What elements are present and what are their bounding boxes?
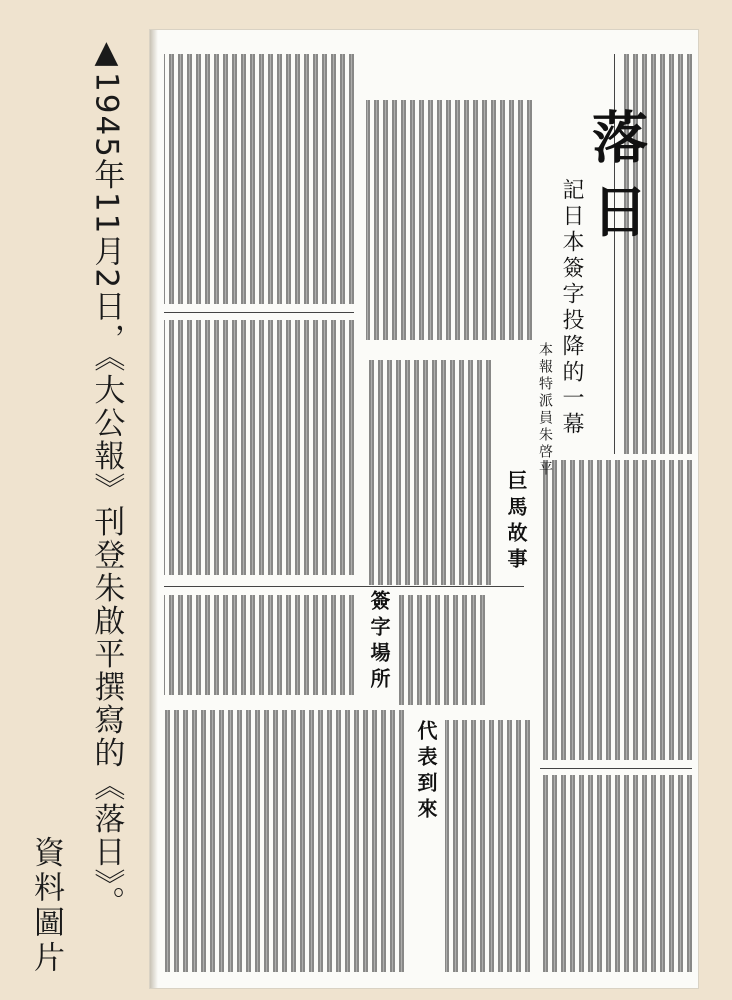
photo-credit: 資料圖片 [28,836,64,976]
article-text-columns [445,720,530,972]
article-text-columns [164,320,354,575]
article-text-columns [366,100,532,340]
article-headline: 落日 [583,108,649,256]
newspaper-clipping [150,30,698,988]
section-title-signing-venue: 簽字場所 [367,590,391,694]
article-text-columns [395,595,485,705]
article-text-columns [366,360,491,585]
photo-caption: ▲1945年11月2日，《大公報》刊登朱啟平撰寫的《落日》。 [88,34,125,920]
article-text-columns [540,460,692,760]
article-byline: 本報特派員朱啓平 [537,342,553,478]
article-text-columns [164,595,354,695]
column-rule [540,768,692,769]
section-title-delegates-arrive: 代表到來 [414,720,438,824]
column-rule [164,586,524,587]
column-rule [164,312,354,313]
article-text-columns [540,775,692,972]
article-subhead: 記日本簽字投降的一幕 [559,178,584,438]
section-title-yuma: 巨馬故事 [504,470,528,574]
scan-shadow [150,30,158,988]
article-text-columns [164,710,404,972]
article-text-columns [164,54,354,304]
